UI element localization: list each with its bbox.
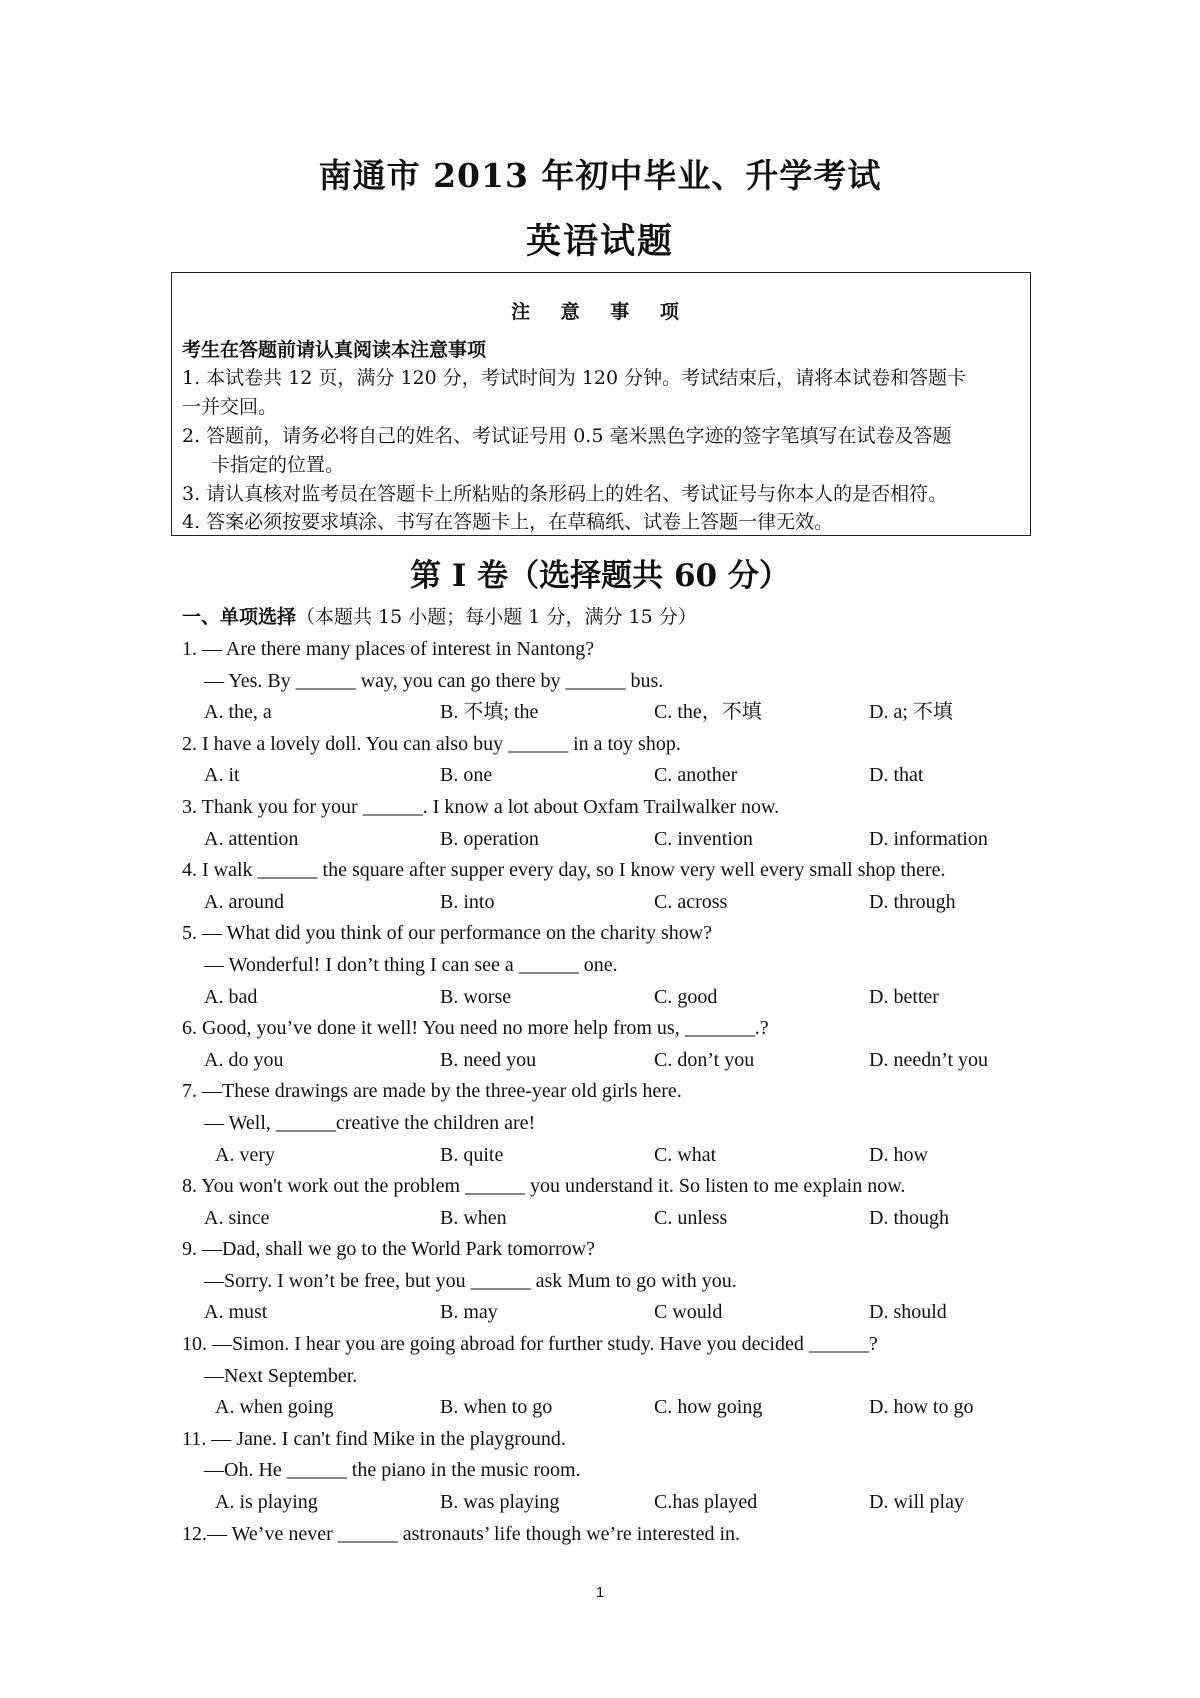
question-3-stem: 3. Thank you for your ______. I know a lot about Oxfam Trailwalker now. bbox=[182, 795, 780, 818]
option-d: D. should bbox=[869, 1301, 947, 1324]
notice-intro: 考生在答题前请认真阅读本注意事项 bbox=[182, 339, 487, 361]
question-10-options bbox=[182, 1392, 1042, 1424]
option-c: C. another bbox=[654, 764, 738, 787]
option-d: D. a; 不填 bbox=[869, 701, 953, 724]
option-b: B. 不填; the bbox=[440, 701, 539, 724]
option-a: A. around bbox=[204, 890, 284, 913]
option-b: B. worse bbox=[440, 985, 512, 1008]
question-6-options bbox=[182, 1045, 1042, 1077]
question-7-reply: — Well, ______creative the children are! bbox=[204, 1111, 536, 1134]
option-b: B. into bbox=[440, 890, 495, 913]
question-5-reply: — Wonderful! I don’t thing I can see a ______ one. bbox=[204, 953, 618, 976]
option-a: A. do you bbox=[204, 1048, 284, 1071]
notice-item-2-line-2: 卡指定的位置。 bbox=[211, 454, 345, 476]
notice-item-1-line-1: 1. 本试卷共 12 页，满分 120 分，考试时间为 120 分钟。考试结束后，请将本试卷和答题卡 bbox=[182, 367, 967, 389]
question-2-stem: 2. I have a lovely doll. You can also buy ______ in a toy shop. bbox=[182, 732, 681, 755]
option-b: B. need you bbox=[440, 1048, 537, 1071]
option-b: B. quite bbox=[440, 1143, 504, 1166]
question-9-options bbox=[182, 1297, 1042, 1329]
question-12-stem: 12.— We’ve never ______ astronauts’ life though we’re interested in. bbox=[182, 1522, 741, 1545]
option-a: A. must bbox=[204, 1301, 268, 1324]
question-5-options bbox=[182, 982, 1042, 1014]
option-c: C. good bbox=[654, 985, 718, 1008]
section-description: （本题共 15 小题；每小题 1 分，满分 15 分） bbox=[296, 606, 697, 628]
option-c: C. what bbox=[654, 1143, 717, 1166]
question-5-reply-line bbox=[182, 950, 1042, 982]
question-11-reply: —Oh. He ______ the piano in the music room. bbox=[204, 1459, 581, 1482]
option-a: A. it bbox=[204, 764, 240, 787]
question-7-options bbox=[182, 1140, 1042, 1172]
option-d: D. better bbox=[869, 985, 939, 1008]
option-d: D. information bbox=[869, 827, 988, 850]
option-a: A. is playing bbox=[215, 1491, 318, 1514]
notice-item-2 bbox=[182, 422, 1022, 480]
question-9-stem: 9. —Dad, shall we go to the World Park tomorrow? bbox=[182, 1238, 595, 1261]
option-d: D. how bbox=[869, 1143, 928, 1166]
question-1-reply-line bbox=[182, 666, 1042, 698]
option-a: A. when going bbox=[215, 1396, 334, 1419]
option-c: C. the，不填 bbox=[654, 701, 762, 724]
option-c: C would bbox=[654, 1301, 723, 1324]
option-d: D. through bbox=[869, 890, 956, 913]
question-9-reply: —Sorry. I won’t be free, but you ______ ask Mum to go with you. bbox=[204, 1269, 737, 1292]
question-4-stem: 4. I walk ______ the square after supper every day, so I know very well every small shop there. bbox=[182, 859, 946, 882]
section-title bbox=[182, 602, 697, 629]
question-1-reply: — Yes. By ______ way, you can go there by ______ bus. bbox=[204, 669, 664, 692]
option-d: D. will play bbox=[869, 1491, 964, 1514]
question-10-reply-line bbox=[182, 1361, 1042, 1393]
notice-heading: 注 意 事 项 bbox=[511, 301, 691, 323]
exam-subtitle: 英语试题 bbox=[525, 221, 674, 262]
question-3-options bbox=[182, 824, 1042, 856]
notice-item-3: 3. 请认真核对监考员在答题卡上所粘贴的条形码上的姓名、考试证号与你本人的是否相符。 bbox=[182, 483, 948, 505]
option-d: D. though bbox=[869, 1206, 949, 1229]
option-b: B. one bbox=[440, 764, 493, 787]
question-10-stem: 10. —Simon. I hear you are going abroad for further study. Have you decided ______? bbox=[182, 1333, 878, 1356]
option-c: C. across bbox=[654, 890, 728, 913]
question-11-options bbox=[182, 1487, 1042, 1519]
question-6-stem: 6. Good, you’ve done it well! You need no more help from us, _______.? bbox=[182, 1017, 769, 1040]
question-1-stem: 1. — Are there many places of interest in Nantong? bbox=[182, 638, 595, 660]
option-b: B. when to go bbox=[440, 1396, 553, 1419]
option-a: A. very bbox=[215, 1143, 275, 1166]
question-7-stem: 7. —These drawings are made by the three-year old girls here. bbox=[182, 1080, 682, 1103]
question-4-options bbox=[182, 887, 1042, 919]
question-11-stem: 11. — Jane. I can't find Mike in the playground. bbox=[182, 1427, 566, 1450]
option-c: C. how going bbox=[654, 1396, 763, 1419]
option-b: B. when bbox=[440, 1206, 507, 1229]
option-d: D. how to go bbox=[869, 1396, 974, 1419]
option-a: A. attention bbox=[204, 827, 299, 850]
option-c: C. invention bbox=[654, 827, 753, 850]
option-d: D. that bbox=[869, 764, 924, 787]
option-a: A. since bbox=[204, 1206, 270, 1229]
question-2-options bbox=[182, 760, 1042, 792]
notice-item-1-line-2: 一并交回。 bbox=[182, 396, 278, 418]
option-a: A. the, a bbox=[204, 701, 272, 724]
option-b: B. may bbox=[440, 1301, 498, 1324]
section-label: 一、单项选择 bbox=[182, 606, 297, 628]
notice-box bbox=[171, 272, 1031, 536]
question-list bbox=[182, 634, 1042, 1550]
question-11-reply-line bbox=[182, 1455, 1042, 1487]
option-d: D. needn’t you bbox=[869, 1048, 989, 1071]
notice-item-4: 4. 答案必须按要求填涂、书写在答题卡上，在草稿纸、试卷上答题一律无效。 bbox=[182, 511, 834, 533]
page-number: 1 bbox=[595, 1584, 605, 1601]
option-b: B. operation bbox=[440, 827, 539, 850]
option-c: C. unless bbox=[654, 1206, 728, 1229]
exam-title: 南通市 2013 年初中毕业、升学考试 bbox=[318, 156, 882, 195]
question-5-stem: 5. — What did you think of our performance on the charity show? bbox=[182, 922, 713, 945]
question-9-reply-line bbox=[182, 1266, 1042, 1298]
question-8-options bbox=[182, 1203, 1042, 1235]
notice-item-2-line-1: 2. 答题前，请务必将自己的姓名、考试证号用 0.5 毫米黑色字迹的签字笔填写在试卷及答题 bbox=[182, 425, 952, 447]
part-title: 第 I 卷（选择题共 60 分） bbox=[410, 558, 790, 594]
option-c: C. don’t you bbox=[654, 1048, 755, 1071]
question-8-stem: 8. You won't work out the problem ______ you understand it. So listen to me explain now. bbox=[182, 1175, 906, 1198]
question-10-reply: —Next September. bbox=[204, 1364, 358, 1387]
option-c: C.has played bbox=[654, 1491, 758, 1514]
question-7-reply-line bbox=[182, 1108, 1042, 1140]
question-1-options bbox=[182, 697, 1042, 729]
option-a: A. bad bbox=[204, 985, 258, 1008]
notice-item-1 bbox=[182, 364, 1022, 422]
option-b: B. was playing bbox=[440, 1491, 560, 1514]
